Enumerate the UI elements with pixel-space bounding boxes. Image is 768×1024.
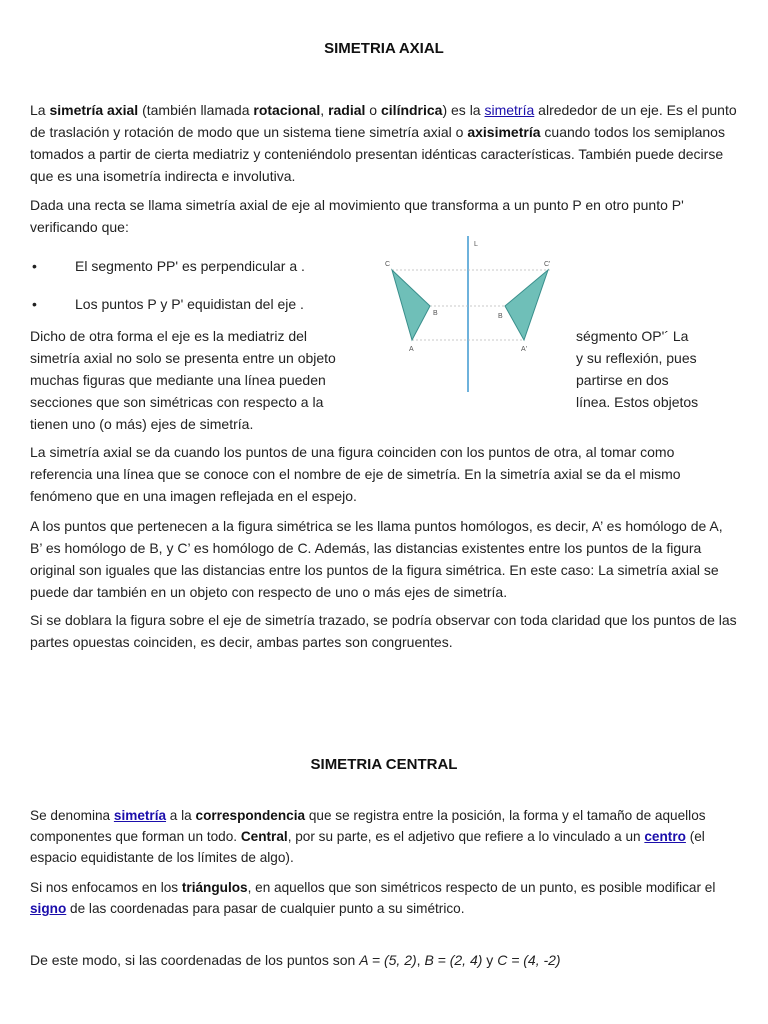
- text-run: , en aquellos que son simétricos respecto de un punto, es posible modificar el: [247, 880, 716, 895]
- vertex-label-b: B: [433, 310, 438, 317]
- paragraph-coordinates: [30, 949, 738, 971]
- text-run: cuando todos los semiplanos tomados a partir de cierta mediatriz y conteniéndolo presentan idénticas características. También puede decirse que es una isometría indirecta e involutiva.: [30, 124, 725, 184]
- text-run: y: [482, 952, 498, 968]
- bullet-glyph: •: [32, 258, 37, 274]
- section-title-central: SIMETRIA CENTRAL: [310, 756, 458, 773]
- paragraph-triangles: [30, 877, 738, 919]
- bullet-glyph: •: [32, 296, 37, 312]
- coordinate-a: A = (5, 2): [359, 952, 417, 968]
- paragraph-axial-explanation: La simetría axial se da cuando los puntos de una figura coinciden con los puntos de otra, al tomar como referencia una línea que se conoce con el nombre de eje de simetría. En la simetría axial se da el mismo fenómeno que en una imagen reflejada en el espejo.: [30, 444, 681, 504]
- axis-label: L: [474, 241, 478, 248]
- text-run: Si nos enfocamos en los: [30, 880, 182, 895]
- axial-symmetry-figure: [372, 232, 572, 400]
- text-run: Se denomina: [30, 808, 114, 823]
- text-run: de las coordenadas para pasar de cualquier punto a su simétrico.: [66, 901, 465, 916]
- paragraph-axial-definition: [30, 99, 738, 187]
- text-run: ) es la: [442, 102, 485, 118]
- text-run: (también llamada: [138, 102, 254, 118]
- text-run: o: [365, 102, 381, 118]
- bold-term-radial: radial: [328, 102, 366, 118]
- link-simetria[interactable]: simetría: [484, 102, 535, 118]
- link-signo[interactable]: signo: [30, 901, 67, 916]
- paragraph-axial-intro: Dada una recta se llama simetría axial de eje al movimiento que transforma a un punto P en otro punto P' verificando que:: [30, 197, 684, 235]
- text-run: ,: [416, 952, 425, 968]
- link-centro[interactable]: centro: [644, 829, 686, 844]
- vertex-label-a: A: [409, 346, 414, 353]
- paragraph-homologous-points: A los puntos que pertenecen a la figura simétrica se les llama puntos homólogos, es decir, A’ es homólogo de A, B’ es homólogo de B, y C’ es homólogo de C. Además, las distancias existentes entre los puntos de la figura original son iguales que las distancias entre los puntos de la figura simétrica. En este caso: La simetría axial se puede dar también en un objeto con respecto de uno o más ejes de simetría.: [30, 518, 723, 600]
- text-run: a la: [166, 808, 196, 823]
- wrap-left-line-3: muchas figuras que mediante una línea pueden: [30, 372, 326, 388]
- paragraph-central-definition: [30, 805, 738, 868]
- bold-term-axisimetria: axisimetría: [467, 124, 541, 140]
- wrap-left-line-1: Dicho de otra forma el eje es la mediatriz del: [30, 328, 308, 344]
- wrap-last-line: tienen uno (o más) ejes de simetría.: [30, 416, 254, 432]
- text-run: (el espacio equidistante de los límites de algo).: [30, 829, 705, 865]
- wrap-right-line-4: línea. Estos objetos: [576, 394, 699, 410]
- section-title-axial: SIMETRIA AXIAL: [324, 40, 444, 57]
- bullet-text: El segmento PP' es perpendicular a .: [75, 258, 305, 274]
- bold-term-triangulos: triángulos: [181, 880, 248, 895]
- text-run: alrededor de un eje. Es el punto de traslación y rotación de modo que un sistema tiene simetría axial o: [30, 102, 737, 140]
- original-triangle: [392, 270, 430, 340]
- wrap-right-line-3: partirse en dos: [576, 372, 669, 388]
- bold-term-simetria-axial: simetría axial: [49, 102, 139, 118]
- vertex-label-c-prime: C': [544, 261, 551, 268]
- text-run: ,: [320, 102, 329, 118]
- reflected-triangle: [505, 270, 548, 340]
- paragraph-folding: Si se doblara la figura sobre el eje de simetría trazado, se podría observar con toda claridad que los puntos de las partes opuestas coinciden, es decir, ambas partes son congruentes.: [30, 612, 737, 650]
- wrap-right-line-2: y su reflexión, pues: [576, 350, 697, 366]
- bullet-text: Los puntos P y P' equidistan del eje .: [75, 296, 304, 312]
- wrap-left-line-4: secciones que son simétricas con respecto a la: [30, 394, 324, 410]
- link-simetria-central[interactable]: simetría: [113, 808, 167, 823]
- wrap-left-line-2: simetría axial no solo se presenta entre un objeto: [30, 350, 336, 366]
- coordinate-b: B = (2, 4): [424, 952, 483, 968]
- vertex-label-c: C: [385, 261, 391, 268]
- text-run: , por su parte, es el adjetivo que refiere a lo vinculado a un: [287, 829, 645, 844]
- vertex-label-a-prime: A': [521, 346, 528, 353]
- coordinate-c: C = (4, -2): [497, 952, 561, 968]
- text-run: De este modo, si las coordenadas de los puntos son: [30, 952, 360, 968]
- text-run: La: [30, 102, 50, 118]
- vertex-label-b-prime: B: [498, 313, 503, 320]
- text-run: que se registra entre la posición, la forma y el tamaño de aquellos componentes que forman un todo.: [30, 808, 706, 844]
- bold-term-rotacional: rotacional: [253, 102, 321, 118]
- bold-term-cilindrica: cilíndrica: [381, 102, 443, 118]
- bold-term-central: Central: [240, 829, 288, 844]
- bold-term-correspondencia: correspondencia: [195, 808, 306, 823]
- wrap-right-line-1: ségmento OP'´ La: [576, 328, 689, 344]
